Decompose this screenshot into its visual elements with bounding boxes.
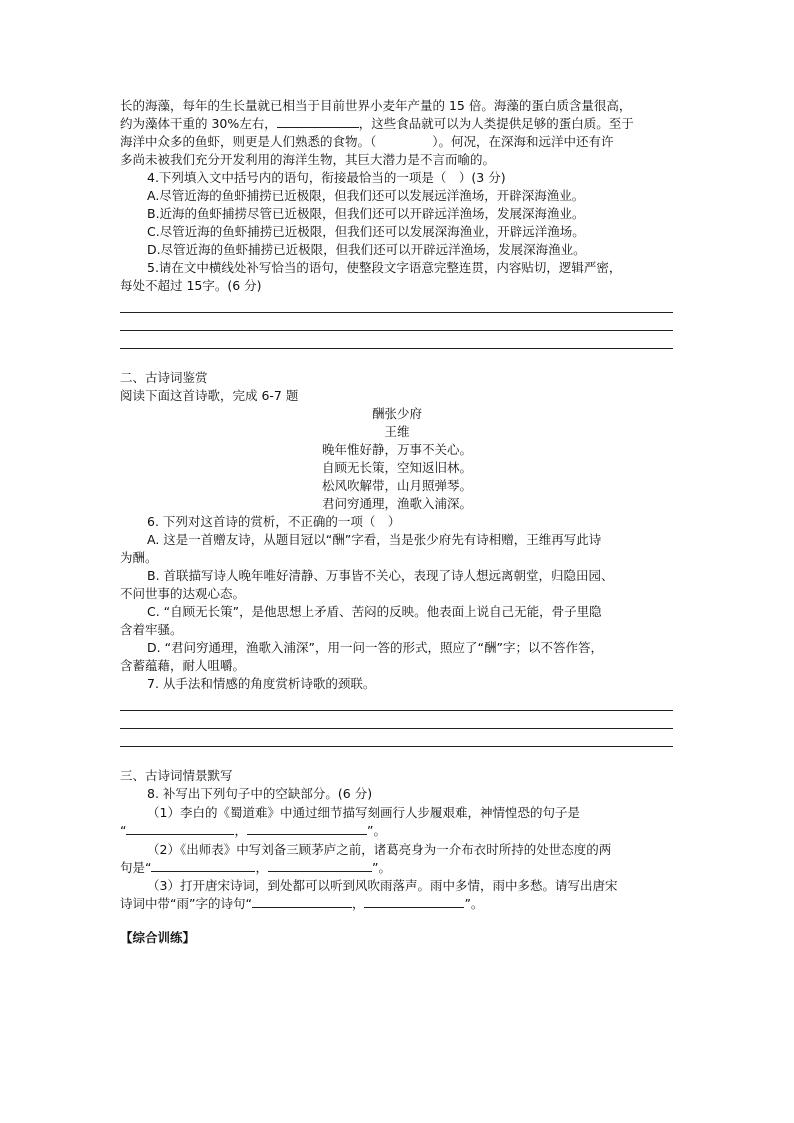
q6-option-d-cont: 含蓄蕴藉，耐人咀嚼。	[120, 658, 246, 673]
q6-option-a[interactable]: A. 这是一首赠友诗，从题目冠以“酬”字看，当是张少府先有诗相赠，王维再写此诗	[147, 532, 602, 547]
q6-option-d[interactable]: D. “君问穷通理，渔歌入浦深”，用一问一答的形式，照应了“酬”字；以不答作答，	[147, 640, 603, 655]
quote-open: “	[120, 823, 127, 838]
passage-line-3	[120, 133, 614, 151]
comprehensive-training-label: 【综合训练】	[120, 930, 196, 945]
answer-line[interactable]	[120, 312, 673, 313]
poem-title: 酬张少府	[371, 406, 422, 421]
poem-line: 晚年惟好静，万事不关心。	[321, 442, 472, 457]
q8-item-1-line-2	[120, 822, 386, 840]
comma: ，	[351, 896, 365, 911]
q4-option-c[interactable]: C.尽管近海的鱼虾捕捞已近极限，但我们还可以发展深海渔业，开辟远洋渔场。	[147, 224, 585, 239]
passage-line-3b: ）。何况，在深海和远洋中还有许	[432, 134, 614, 149]
q8-item-2-line-2	[120, 859, 391, 877]
quote-close: ”。	[367, 823, 386, 838]
q4-option-d[interactable]: D.尽管近海的鱼虾捕捞已近极限，但我们还可以开辟远洋渔场，发展深海渔业。	[147, 242, 586, 257]
q6-option-c[interactable]: C. “自顾无长策”，是他思想上矛盾、苦闷的反映。他表面上说自己无能，骨子里隐	[147, 604, 602, 619]
section-2-intro: 阅读下面这首诗歌，完成 6-7 题	[120, 388, 299, 403]
fill-blank[interactable]	[151, 859, 255, 872]
passage-line-2b: ，这些食品就可以为人类提供足够的蛋白质。至于	[358, 116, 634, 131]
poem-line: 松风吹解带，山月照弹琴。	[321, 478, 472, 493]
q4-option-b[interactable]: B.近海的鱼虾捕捞尽管已近极限，但我们还可以开辟远洋渔场，发展深海渔业。	[147, 206, 585, 221]
quote-close: ”。	[464, 896, 484, 911]
q8-item-2-line-1: （2）《出师表》中写刘备三顾茅庐之前，诸葛亮身为一介布衣时所持的处世态度的两	[147, 842, 612, 857]
answer-line[interactable]	[120, 348, 673, 349]
poem-line: 君问穷通理，渔歌入浦深。	[321, 496, 472, 511]
answer-line[interactable]	[120, 330, 673, 331]
q6-option-c-cont: 含着牢骚。	[120, 622, 183, 637]
text: 诗词中带“雨”字的诗句“	[120, 896, 252, 911]
passage-line-4: 多尚未被我们充分开发利用的海洋生物，其巨大潜力是不言而喻的。	[120, 152, 496, 167]
fill-blank[interactable]	[126, 822, 234, 835]
poem-line: 自顾无长策，空知返旧林。	[321, 460, 472, 475]
passage-line-2	[120, 115, 634, 133]
q4-option-a[interactable]: A.尽管近海的鱼虾捕捞已近极限，但我们还可以发展远洋渔场，开辟深海渔业。	[147, 188, 585, 203]
q5-stem-line-2: 每处不超过 15字。(6 分)	[120, 278, 262, 293]
fill-blank[interactable]	[268, 859, 372, 872]
text: 句是“	[120, 860, 152, 875]
q8-item-3-line-2	[120, 895, 483, 913]
answer-line[interactable]	[120, 710, 673, 711]
comma: ，	[255, 860, 268, 875]
q6-option-b[interactable]: B. 首联描写诗人晚年唯好清静、万事皆不关心，表现了诗人想远离朝堂，归隐田园、	[147, 568, 614, 583]
q8-item-3-line-1: （3）打开唐宋诗词，到处都可以听到风吹雨落声。雨中多情，雨中多愁。请写出唐宋	[147, 878, 618, 893]
poem-author: 王维	[384, 424, 410, 439]
answer-line[interactable]	[120, 746, 673, 747]
q7-stem: 7. 从手法和情感的角度赏析诗歌的颈联。	[147, 676, 376, 691]
q8-item-1-line-1: （1）李白的《蜀道难》中通过细节描写刻画行人步履艰难，神情惶恐的句子是	[147, 805, 580, 820]
passage-line-1: 长的海藻，每年的生长量就已相当于目前世界小麦年产量的 15 倍。海藻的蛋白质含量很高，	[120, 98, 632, 113]
fill-blank[interactable]	[247, 822, 367, 835]
passage-line-3a: 海洋中众多的鱼虾，则更是人们熟悉的食物。（	[120, 134, 377, 149]
fill-blank[interactable]	[364, 895, 464, 908]
fill-blank[interactable]	[252, 895, 352, 908]
q5-stem-line-1: 5.请在文中横线处补写恰当的语句，使整段文字语意完整连贯，内容贴切，逻辑严密，	[147, 260, 622, 275]
quote-close: ”。	[372, 860, 391, 875]
q6-option-b-cont: 不问世事的达观心态。	[120, 586, 246, 601]
q8-stem: 8. 补写出下列句子中的空缺部分。(6 分)	[147, 786, 373, 801]
section-3-heading: 三、古诗词情景默写	[120, 768, 233, 783]
section-2-heading: 二、古诗词鉴赏	[120, 370, 208, 385]
passage-line-2a: 约为藻体干重的 30%左右，	[120, 116, 277, 131]
comma: ，	[234, 823, 247, 838]
answer-line[interactable]	[120, 728, 673, 729]
q6-option-a-cont: 为酬。	[120, 550, 158, 565]
answer-blank-1[interactable]	[277, 115, 359, 128]
q4-stem: 4.下列填入文中括号内的语句，衔接最恰当的一项是（ ）(3 分)	[147, 170, 506, 185]
q6-stem: 6. 下列对这首诗的赏析，不正确的一项（ ）	[147, 514, 401, 529]
